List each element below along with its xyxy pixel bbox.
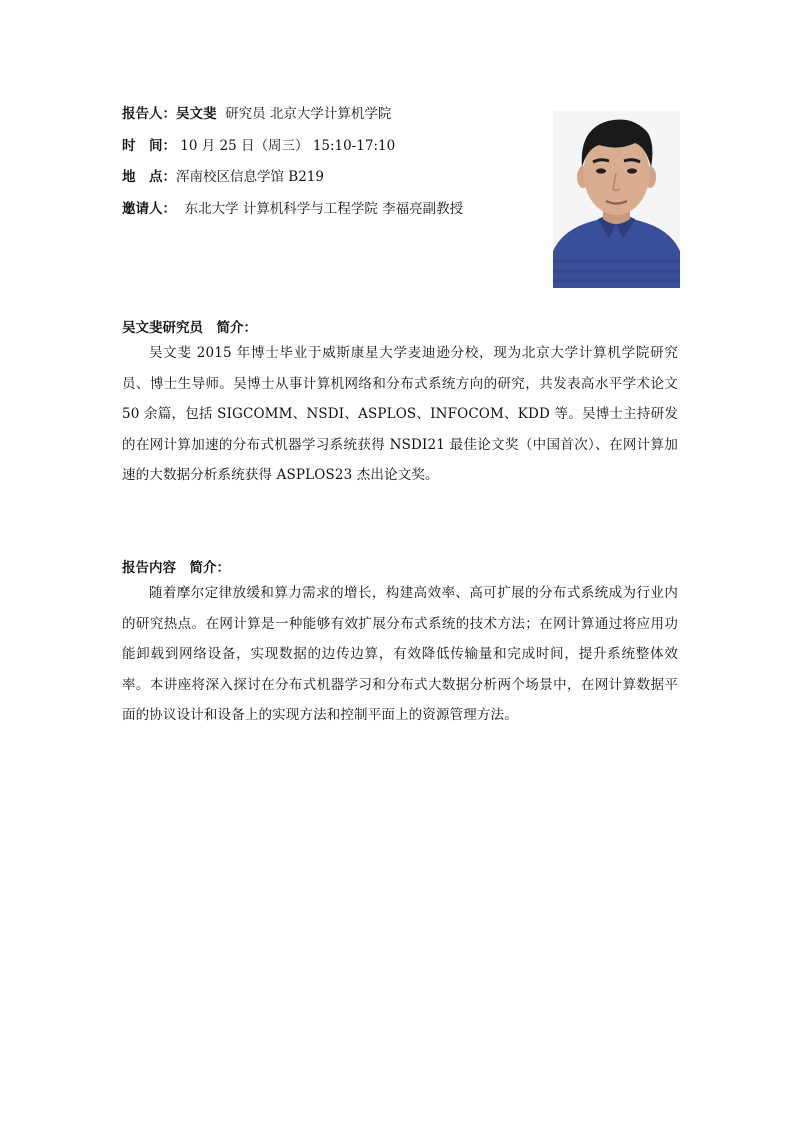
speaker-portrait-icon [553,111,680,288]
inviter-label: 邀请人： [122,201,176,217]
speaker-label: 报告人： [122,106,176,122]
time-line [122,136,395,156]
speaker-line [122,104,391,124]
bio-paragraph: 吴文斐 2015 年博士毕业于威斯康星大学麦迪逊分校，现为北京大学计算机学院研究员、博士生导师。吴博士从事计算机网络和分布式系统方向的研究，共发表高水平学术论文 50 余篇，包括 SIGCOMM、NSDI、ASPLOS、INFOCOM、KDD 等。吴博士主持研发的在网计算加速的分布式机器学习系统获得 NSDI21 最佳论文奖（中国首次）、在网计算加速的大数据分析系统获得 ASPLOS23 杰出论文奖。 [122,345,678,483]
time-label: 时 间： [122,138,176,154]
talk-abstract-paragraph: 随着摩尔定律放缓和算力需求的增长，构建高效率、高可扩展的分布式系统成为行业内的研究热点。在网计算是一种能够有效扩展分布式系统的技术方法；在网计算通过将应用功能卸载到网络设备，实现数据的边传边算，有效降低传输量和完成时间，提升系统整体效率。本讲座将深入探讨在分布式机器学习和分布式大数据分析两个场景中，在网计算数据平面的协议设计和设备上的实现方法和控制平面上的资源管理方法。 [122,585,678,723]
place-line [122,167,324,187]
inviter-value: 东北大学 计算机科学与工程学院 李福亮副教授 [184,201,464,217]
speaker-title: 研究员 北京大学计算机学院 [225,106,392,122]
speaker-name: 吴文斐 [176,106,217,122]
talk-heading: 报告内容 简介： [122,560,230,576]
inviter-line [122,199,463,219]
speaker-photo [553,111,680,288]
time-value: 10 月 25 日（周三） 15:10-17:10 [180,138,396,154]
place-value: 浑南校区信息学馆 B219 [176,169,324,185]
bio-heading: 吴文斐研究员 简介： [122,320,257,336]
place-label: 地 点： [122,169,176,185]
